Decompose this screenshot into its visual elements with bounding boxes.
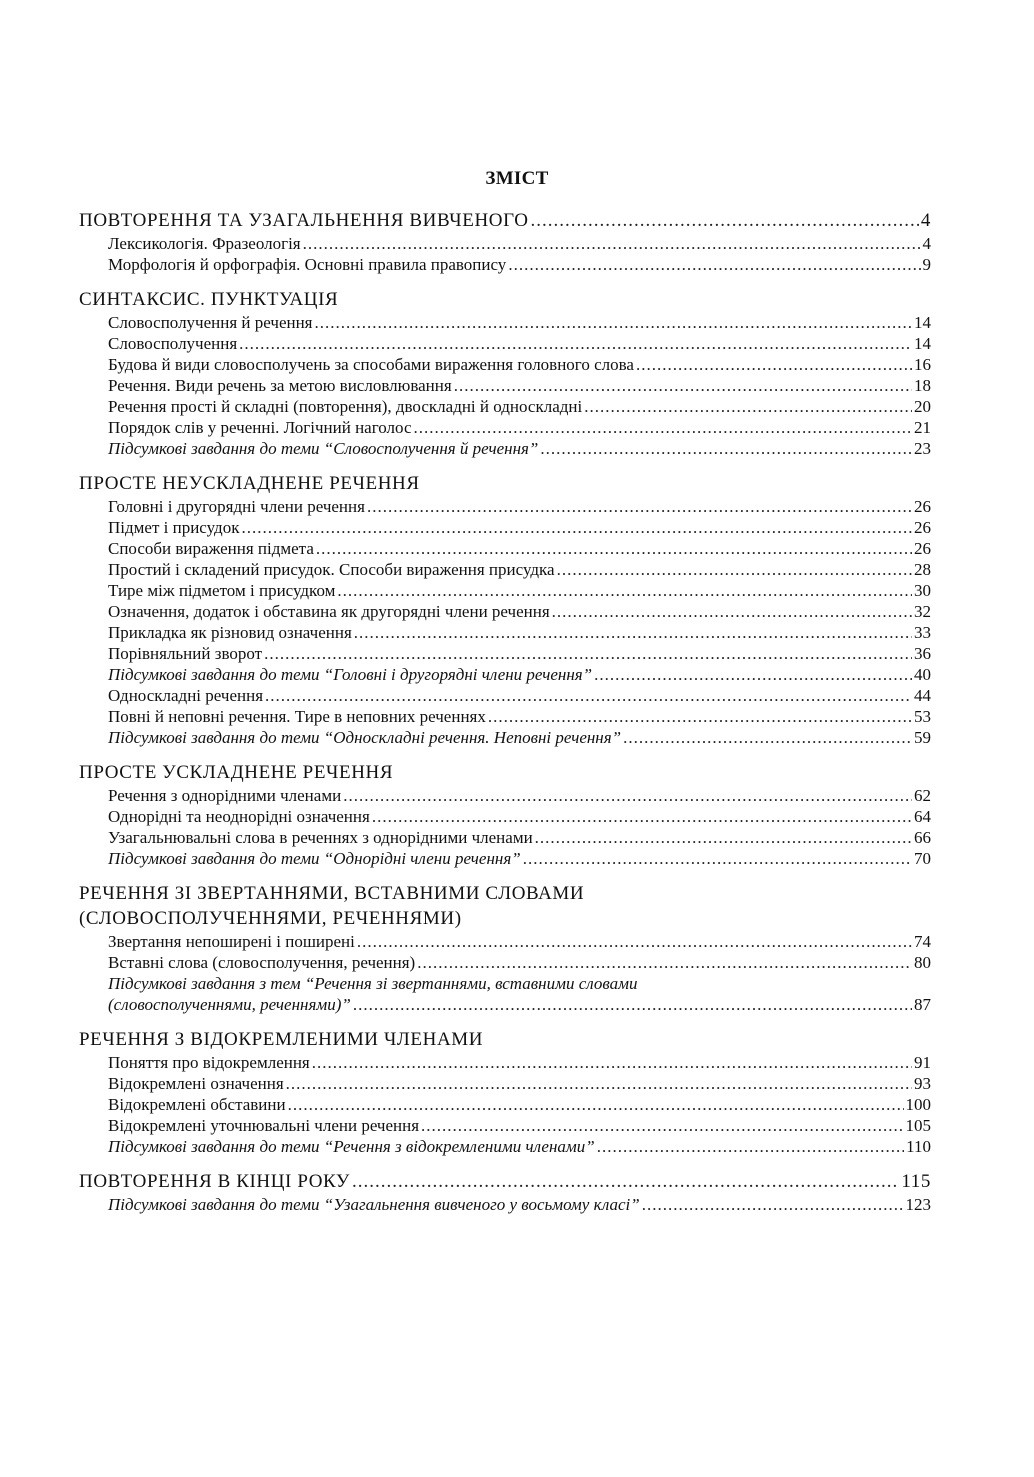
dot-leader	[642, 1194, 904, 1215]
page-number: 14	[914, 313, 931, 332]
entry-title: Тире між підметом і присудком	[108, 581, 336, 600]
section-title: РЕЧЕННЯ ЗІ ЗВЕРТАННЯМИ, ВСТАВНИМИ СЛОВАМИ	[79, 883, 585, 904]
toc-entry[interactable]	[79, 312, 931, 333]
toc-entry[interactable]	[79, 559, 931, 580]
toc-section	[79, 881, 931, 1015]
dot-leader	[288, 1094, 904, 1115]
page-number: 53	[914, 707, 931, 726]
dot-leader	[421, 1115, 903, 1136]
entry-title: Підмет і присудок	[108, 518, 240, 537]
section-title: СИНТАКСИС. ПУНКТУАЦІЯ	[79, 289, 339, 310]
dot-leader	[316, 538, 912, 559]
dot-leader	[372, 806, 912, 827]
toc-section	[79, 471, 931, 748]
entry-title: Речення прості й складні (повторення), двоскладні й односкладні	[108, 397, 583, 416]
entry-title: Речення. Види речень за метою висловлювання	[108, 376, 452, 395]
entry-title: Відокремлені уточнювальні члени речення	[108, 1116, 420, 1135]
toc-entry-summary[interactable]	[79, 1136, 931, 1157]
entry-title: Звертання непоширені і поширені	[108, 932, 355, 951]
entry-title: Речення з однорідними членами	[108, 786, 342, 805]
toc-entry[interactable]	[79, 601, 931, 622]
page-number: 44	[914, 686, 931, 705]
toc-section	[79, 287, 931, 459]
page-number: 115	[901, 1171, 931, 1192]
page-number: 105	[905, 1116, 931, 1135]
entry-title: Прикладка як різновид означення	[108, 623, 352, 642]
page-number: 80	[914, 953, 931, 972]
page-number: 33	[914, 623, 931, 642]
toc-entry[interactable]	[79, 622, 931, 643]
section-heading	[79, 287, 931, 312]
page-number: 26	[914, 539, 931, 558]
page-number: 40	[914, 665, 931, 684]
toc-entry-summary[interactable]	[79, 727, 931, 748]
entry-title: Будова й види словосполучень за способами вираження головного слова	[108, 355, 634, 374]
page-number: 91	[914, 1053, 931, 1072]
entry-title: Означення, додаток і обставина як другорядні члени речення	[108, 602, 550, 621]
section-heading[interactable]	[79, 208, 931, 233]
page-number: 70	[914, 849, 931, 868]
entry-title: Підсумкові завдання до теми “Речення з відокремленими членами”	[108, 1137, 595, 1156]
section-heading	[79, 471, 931, 496]
toc-entry[interactable]	[79, 806, 931, 827]
dot-leader	[354, 622, 912, 643]
page-number: 30	[914, 581, 931, 600]
toc-entry[interactable]	[79, 496, 931, 517]
toc-entry[interactable]	[79, 375, 931, 396]
dot-leader	[508, 254, 920, 275]
section-heading	[79, 881, 931, 906]
dot-leader	[417, 952, 912, 973]
table-of-contents	[79, 208, 931, 1227]
section-title: ПРОСТЕ НЕУСКЛАДНЕНЕ РЕЧЕННЯ	[79, 473, 420, 494]
page-number: 18	[914, 376, 931, 395]
toc-entry[interactable]	[79, 685, 931, 706]
entry-title: Підсумкові завдання до теми “Односкладні речення. Неповні речення”	[108, 728, 622, 747]
toc-entry-summary[interactable]	[79, 994, 931, 1015]
page-number: 4	[920, 210, 931, 231]
toc-entry[interactable]	[79, 254, 931, 275]
page-number: 26	[914, 497, 931, 516]
page-number: 20	[914, 397, 931, 416]
dot-leader	[239, 333, 912, 354]
toc-entry[interactable]	[79, 1094, 931, 1115]
entry-title: Однорідні та неоднорідні означення	[108, 807, 370, 826]
page-number: 9	[922, 255, 931, 274]
section-heading	[79, 1027, 931, 1052]
toc-entry[interactable]	[79, 931, 931, 952]
dot-leader	[523, 848, 912, 869]
dot-leader	[241, 517, 912, 538]
toc-entry[interactable]	[79, 1052, 931, 1073]
entry-title: Вставні слова (словосполучення, речення)	[108, 953, 416, 972]
entry-title: Односкладні речення	[108, 686, 264, 705]
toc-entry[interactable]	[79, 333, 931, 354]
dot-leader	[454, 375, 912, 396]
section-heading[interactable]	[79, 1169, 931, 1194]
page-number: 14	[914, 334, 931, 353]
toc-entry-summary[interactable]	[79, 1194, 931, 1215]
entry-title: Словосполучення й речення	[108, 313, 313, 332]
entry-title: Узагальнювальні слова в реченнях з однорідними членами	[108, 828, 533, 847]
dot-leader	[286, 1073, 912, 1094]
entry-title: Відокремлені означення	[108, 1074, 284, 1093]
page-number: 62	[914, 786, 931, 805]
page-title: ЗМІСТ	[485, 168, 549, 189]
dot-leader	[343, 785, 912, 806]
page-number: 32	[914, 602, 931, 621]
toc-entry[interactable]	[79, 354, 931, 375]
toc-entry[interactable]	[79, 643, 931, 664]
toc-section	[79, 760, 931, 869]
page-number: 110	[906, 1137, 931, 1156]
toc-entry[interactable]	[79, 517, 931, 538]
dot-leader	[303, 233, 921, 254]
section-title: ПОВТОРЕННЯ ТА УЗАГАЛЬНЕННЯ ВИВЧЕНОГО	[79, 210, 529, 231]
dot-leader	[623, 727, 912, 748]
page-number: 26	[914, 518, 931, 537]
dot-leader	[315, 312, 913, 333]
toc-entry-summary[interactable]	[79, 848, 931, 869]
section-title: РЕЧЕННЯ З ВІДОКРЕМЛЕНИМИ ЧЛЕНАМИ	[79, 1029, 484, 1050]
entry-title: Підсумкові завдання до теми “Узагальнення вивченого у восьмому класі”	[108, 1195, 640, 1214]
dot-leader	[312, 1052, 912, 1073]
section-heading-continued	[79, 906, 931, 931]
section-title: ПРОСТЕ УСКЛАДНЕНЕ РЕЧЕННЯ	[79, 762, 394, 783]
dot-leader	[352, 1169, 899, 1194]
entry-title: Підсумкові завдання до теми “Словосполучення й речення”	[108, 439, 539, 458]
toc-entry[interactable]	[79, 1115, 931, 1136]
dot-leader	[552, 601, 912, 622]
entry-title: Підсумкові завдання до теми “Однорідні члени речення”	[108, 849, 521, 868]
toc-entry-summary-line1[interactable]	[79, 973, 931, 994]
dot-leader	[531, 208, 919, 233]
entry-title: Лексикологія. Фразеологія	[108, 234, 301, 253]
entry-title: Порівняльний зворот	[108, 644, 263, 663]
page-number: 28	[914, 560, 931, 579]
entry-title: Морфологія й орфографія. Основні правила правопису	[108, 255, 507, 274]
dot-leader	[367, 496, 912, 517]
toc-section	[79, 1027, 931, 1157]
toc-entry[interactable]	[79, 396, 931, 417]
toc-section	[79, 208, 931, 275]
dot-leader	[540, 438, 912, 459]
dot-leader	[636, 354, 912, 375]
entry-title: Порядок слів у реченні. Логічний наголос	[108, 418, 412, 437]
toc-entry[interactable]	[79, 233, 931, 254]
dot-leader	[594, 664, 912, 685]
toc-entry[interactable]	[79, 417, 931, 438]
page-number: 23	[914, 439, 931, 458]
toc-entry-summary[interactable]	[79, 664, 931, 685]
section-heading	[79, 760, 931, 785]
dot-leader	[353, 994, 912, 1015]
entry-title: Простий і складений присудок. Способи вираження присудка	[108, 560, 555, 579]
page-number: 123	[905, 1195, 931, 1214]
entry-title: (словосполученнями, реченнями)”	[108, 995, 351, 1014]
toc-entry[interactable]	[79, 827, 931, 848]
page-number: 64	[914, 807, 931, 826]
page-number: 100	[905, 1095, 931, 1114]
dot-leader	[414, 417, 913, 438]
dot-leader	[264, 643, 912, 664]
section-title: ПОВТОРЕННЯ В КІНЦІ РОКУ	[79, 1171, 350, 1192]
toc-entry[interactable]	[79, 706, 931, 727]
page-number: 21	[914, 418, 931, 437]
entry-title: Повні й неповні речення. Тире в неповних реченнях	[108, 707, 486, 726]
entry-title: Підсумкові завдання з тем “Речення зі звертаннями, вставними словами	[108, 974, 638, 993]
dot-leader	[557, 559, 912, 580]
toc-entry[interactable]	[79, 952, 931, 973]
entry-title: Поняття про відокремлення	[108, 1053, 310, 1072]
page-number: 16	[914, 355, 931, 374]
toc-entry[interactable]	[79, 785, 931, 806]
page-number: 66	[914, 828, 931, 847]
dot-leader	[535, 827, 912, 848]
toc-entry-summary[interactable]	[79, 438, 931, 459]
entry-title: Відокремлені обставини	[108, 1095, 286, 1114]
page-number: 93	[914, 1074, 931, 1093]
dot-leader	[488, 706, 912, 727]
toc-section	[79, 1169, 931, 1215]
section-title: (СЛОВОСПОЛУЧЕННЯМИ, РЕЧЕННЯМИ)	[79, 908, 462, 929]
toc-entry[interactable]	[79, 580, 931, 601]
entry-title: Підсумкові завдання до теми “Головні і другорядні члени речення”	[108, 665, 593, 684]
page-number: 74	[914, 932, 931, 951]
toc-entry[interactable]	[79, 538, 931, 559]
page-number: 59	[914, 728, 931, 747]
toc-entry[interactable]	[79, 1073, 931, 1094]
dot-leader	[357, 931, 912, 952]
entry-title: Способи вираження підмета	[108, 539, 314, 558]
dot-leader	[265, 685, 912, 706]
page-number: 87	[914, 995, 931, 1014]
dot-leader	[337, 580, 912, 601]
dot-leader	[584, 396, 912, 417]
page-number: 36	[914, 644, 931, 663]
dot-leader	[597, 1136, 904, 1157]
entry-title: Словосполучення	[108, 334, 238, 353]
entry-title: Головні і другорядні члени речення	[108, 497, 365, 516]
page-number: 4	[922, 234, 931, 253]
